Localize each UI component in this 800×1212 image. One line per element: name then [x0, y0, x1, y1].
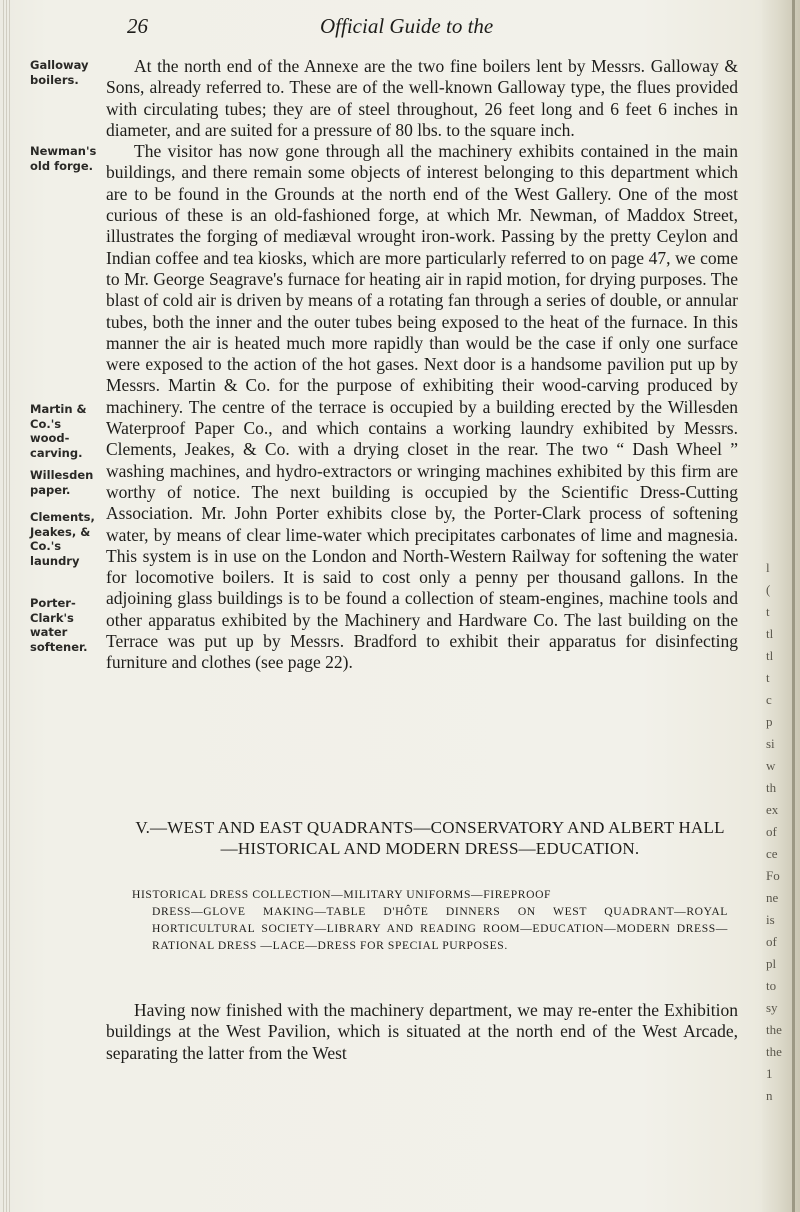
adjacent-page-edge	[762, 0, 800, 1212]
adjacent-page-fragment: w	[766, 758, 776, 773]
adjacent-page-fragment: pl	[766, 956, 777, 971]
adjacent-page-fragment: to	[766, 978, 777, 993]
section-summary	[132, 886, 728, 954]
adjacent-page-bar	[792, 0, 795, 1212]
main-text	[106, 56, 738, 674]
adjacent-page-fragment: p	[766, 714, 773, 729]
adjacent-page-fragment: ne	[766, 890, 779, 905]
adjacent-page-fragment: sy	[766, 1000, 778, 1015]
adjacent-page-fragment: t	[766, 670, 770, 685]
section-opening-text	[106, 1000, 738, 1064]
summary-first-line: HISTORICAL DRESS COLLECTION—MILITARY UNIFORMS—FIREPROOF	[132, 888, 552, 901]
adjacent-page-fragment: the	[766, 1044, 782, 1059]
adjacent-page-fragment: the	[766, 1022, 782, 1037]
margin-note-porter-clark: Porter-Clark's water softener.	[30, 596, 88, 654]
page-number: 26	[127, 14, 148, 38]
adjacent-page-fragment: tl	[766, 626, 774, 641]
adjacent-page-fragment: tl	[766, 648, 774, 663]
page-header	[0, 14, 762, 42]
adjacent-page-fragment: of	[766, 824, 777, 839]
summary-continuation: DRESS—GLOVE MAKING—TABLE D'HÔTE DINNERS ON WEST QUADRANT—ROYAL HORTICULTURAL SOCIETY—LIBRARY AND READING ROOM—EDUCATION—MODERN DRESS—RATIONAL DRESS —LACE—DRESS FOR SPECIAL PURPOSES.	[152, 905, 728, 952]
adjacent-page-fragment: (	[766, 582, 771, 597]
paragraph-section-opening: Having now finished with the machinery department, we may re-enter the Exhibition buildings at the West Pavilion, which is situated at the north end of the West Arcade, separating the latter from the West	[106, 1000, 738, 1063]
adjacent-page-fragment: ce	[766, 846, 778, 861]
margin-note-clements: Clements, Jeakes, & Co.'s laundry	[30, 510, 95, 568]
adjacent-page-fragment: c	[766, 692, 772, 707]
adjacent-page-fragment: is	[766, 912, 775, 927]
adjacent-page-fragment: t	[766, 604, 770, 619]
adjacent-page-fragment: 1	[766, 1066, 773, 1081]
adjacent-page-fragment: of	[766, 934, 777, 949]
adjacent-page-fragment: si	[766, 736, 775, 751]
adjacent-page-fragment: l	[766, 560, 770, 575]
adjacent-page-fragment: ex	[766, 802, 779, 817]
binding-edge	[0, 0, 12, 1212]
margin-note-galloway: Galloway boilers.	[30, 58, 89, 87]
margin-note-willesden: Willesden paper.	[30, 468, 94, 497]
margin-note-newman: Newman's old forge.	[30, 144, 97, 173]
adjacent-page-fragment: n	[766, 1088, 773, 1103]
running-title: Official Guide to the	[320, 14, 494, 38]
adjacent-page-fragment: Fo	[766, 868, 780, 883]
adjacent-page-fragment: th	[766, 780, 777, 795]
margin-note-martin: Martin & Co.'s wood-carving.	[30, 402, 87, 460]
paragraph-galloway-boilers: At the north end of the Annexe are the two fine boilers lent by Messrs. Galloway & Sons, already referred to. These are of the well-known Galloway type, the flues provided with circulating tubes; they are of steel throughout, 26 feet long and 6 feet 6 inches in diameter, and are suited for a pressure of 80 lbs. to the square inch.	[106, 56, 738, 140]
paragraph-grounds-exhibits: The visitor has now gone through all the machinery exhibits contained in the main buildings, and there remain some objects of interest belonging to this department which are to be found in the Grounds at the north end of the West Gallery. One of the most curious of these is an old-fashioned forge, at which Mr. Newman, of Maddox Street, illustrates the forging of mediæval wrought iron-work. Passing by the pretty Ceylon and Indian coffee and tea kiosks, which are more particularly referred to on page 47, we come to Mr. George Seagrave's furnace for heating air in rapid motion, for drying purposes. The blast of cold air is driven by means of a rotating fan through a series of double, or annular tubes, both the inner and the outer tubes being exposed to the heat of the furnace. In this manner the air is heated much more rapidly than would be the case if only one surface were exposed to the action of the hot gases. Next door is a handsome pavilion put up by Messrs. Martin & Co. for the purpose of exhibiting their wood-carving produced by machinery. The centre of the terrace is occupied by a building erected by the Willesden Waterproof Paper Co., and which contains a working laundry exhibited by Messrs. Clements, Jeakes, & Co. with a drying closet in the rear. The two “ Dash Wheel ” washing machines, and hydro-extractors or wringing machines exhibited by this firm are worthy of notice. The next building is occupied by the Scientific Dress-Cutting Association. Mr. John Porter exhibits close by, the Porter-Clark process of softening water, by means of clear lime-water which precipitates carbonates of lime and magnesia. This system is in use on the London and North-Western Railway for softening the water for locomotive boilers. It is said to cost only a penny per thousand gallons. In the adjoining glass buildings is to be found a collection of steam-engines, machine tools and other apparatus exhibited by the Machinery and Hardware Co. The last building on the Terrace was put up by Messrs. Bradford to exhibit their apparatus for disinfecting furniture and clothes (see page 22).	[106, 141, 738, 673]
section-heading: V.—WEST AND EAST QUADRANTS—CONSERVATORY AND ALBERT HALL—HISTORICAL AND MODERN DRESS—EDUCATION.	[135, 818, 725, 858]
